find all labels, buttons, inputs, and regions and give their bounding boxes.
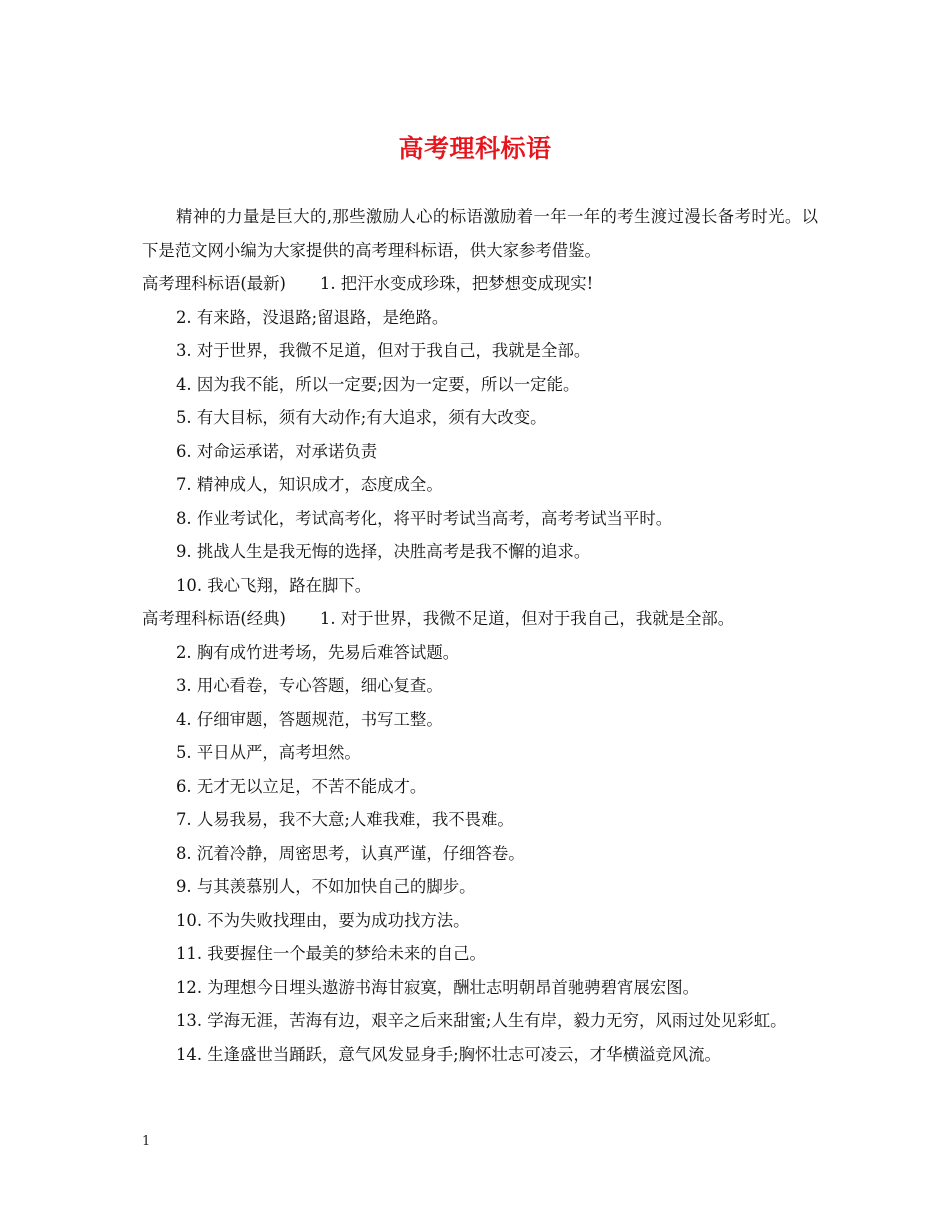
list-item: 8. 沉着冷静，周密思考，认真严谨，仔细答卷。 — [176, 843, 525, 863]
list-item: 3. 用心看卷，专心答题，细心复查。 — [176, 676, 443, 695]
list-item: 4. 仔细审题，答题规范，书写工整。 — [176, 709, 443, 729]
list-item: 8. 作业考试化，考试高考化，将平时考试当高考，高考考试当平时。 — [176, 508, 673, 528]
list-item-14: 14. 生逢盛世当踊跃，意气风发显身手;胸怀壮志可凌云，才华横溢竞风流。 — [176, 1044, 721, 1064]
list-item: 5. 平日从严，高考坦然。 — [176, 743, 361, 762]
list-item: 10. 不为失败找理由，要为成功找方法。 — [176, 910, 470, 930]
section-1-line — [142, 267, 818, 301]
list-item-13: 13. 学海无涯，苦海有边，艰辛之后来甜蜜;人生有岸，毅力无穷，风雨过处见彩虹。 — [176, 1011, 787, 1030]
section-2-heading: 高考理科标语(经典) — [142, 609, 286, 628]
list-item: 4. 因为我不能，所以一定要;因为一定要，所以一定能。 — [176, 374, 580, 394]
list-item: 2. 有来路，没退路;留退路，是绝路。 — [176, 307, 449, 327]
list-item: 3. 对于世界，我微不足道，但对于我自己，我就是全部。 — [176, 341, 591, 360]
list-item: 5. 有大目标，须有大动作;有大追求，须有大改变。 — [176, 408, 547, 427]
section-1-heading: 高考理科标语(最新) — [142, 274, 286, 293]
list-item: 6. 对命运承诺，对承诺负责 — [176, 441, 378, 461]
page-title: 高考理科标语 — [398, 134, 552, 163]
list-item: 12. 为理想今日埋头遨游书海甘寂寞，酬壮志明朝昂首驰骋碧宵展宏图。 — [176, 977, 699, 997]
list-item: 6. 无才无以立足，不苦不能成才。 — [176, 776, 427, 796]
section-2-item-1: 1. 对于世界，我微不足道，但对于我自己，我就是全部。 — [319, 609, 735, 628]
intro-paragraph: 精神的力量是巨大的,那些激励人心的标语激励着一年一年的考生渡过漫长备考时光。以下是范文网小编为大家提供的高考理科标语，供大家参考借鉴。 — [142, 207, 818, 260]
list-item: 7. 人易我易，我不大意;人难我难，我不畏难。 — [176, 810, 514, 829]
page-number: 1 — [142, 1134, 151, 1149]
list-item: 9. 与其羡慕别人，不如加快自己的脚步。 — [176, 877, 476, 896]
list-item: 11. 我要握住一个最美的梦给未来的自己。 — [176, 944, 486, 963]
list-item: 2. 胸有成竹进考场，先易后难答试题。 — [176, 642, 460, 662]
list-item: 9. 挑战人生是我无悔的选择，决胜高考是我不懈的追求。 — [176, 542, 591, 561]
list-item: 10. 我心飞翔，路在脚下。 — [176, 575, 372, 595]
section-1-item-1: 1. 把汗水变成珍珠，把梦想变成现实! — [319, 274, 594, 293]
section-2-line — [142, 602, 818, 636]
list-item: 7. 精神成人，知识成才，态度成全。 — [176, 475, 443, 494]
document-body — [142, 200, 818, 1071]
